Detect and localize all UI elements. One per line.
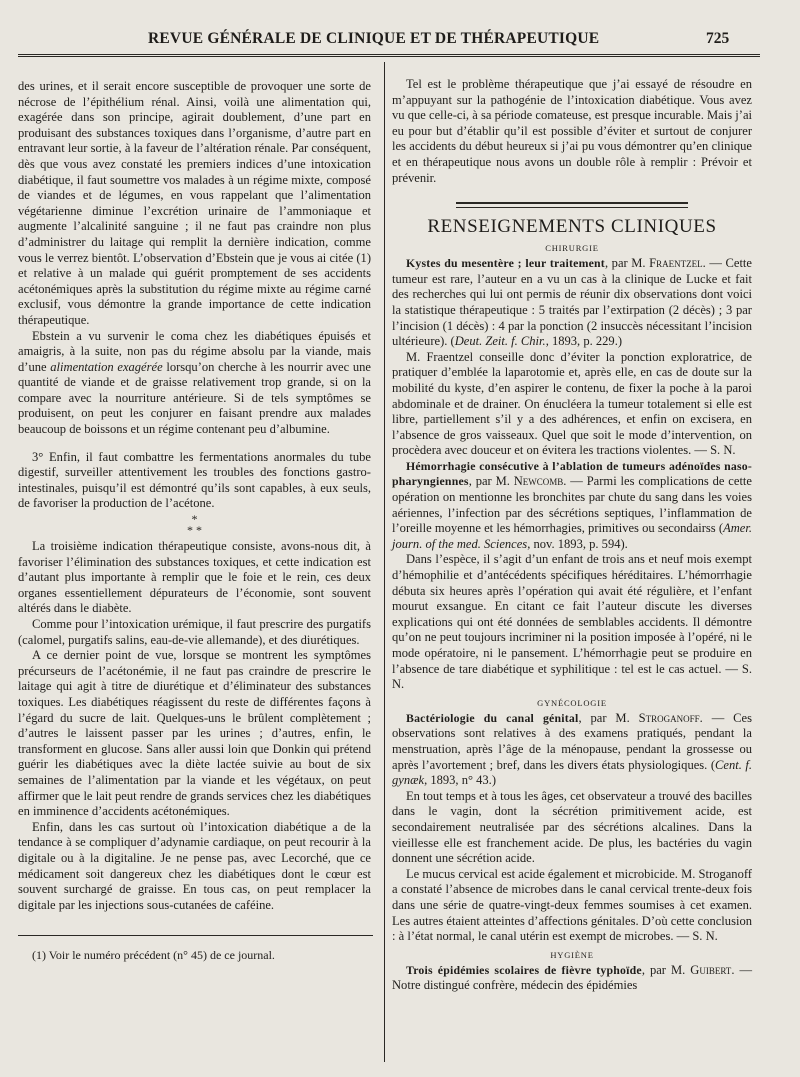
paragraph: Comme pour l’intoxication urémique, il faut prescrire des purgatifs (calomel, purgatifs salins, eau-de-vie allemande), et des diurétiques. [18,617,371,647]
asterisk-top: * [191,512,198,527]
column-divider [384,62,385,1062]
left-column [18,79,371,964]
subheading-gynecologie: GYNÉCOLOGIE [537,697,607,708]
byline-text: , par M. [641,962,691,977]
section-rule [456,202,688,208]
citation: Cent. f. gynæk [392,757,752,788]
article-paragraph [392,459,752,553]
paragraph: La troisième indication thérapeutique consiste, avons-nous dit, à favoriser l’élimination des substances toxiques, et cette indication est d’autant plus importante à remplir que le foie et le rein, ces deux organes essentiellement dépurateurs de l’économie, sont souvent altérés dans le diabète. [18,539,371,616]
paragraph: M. Fraentzel conseille donc d’éviter la ponction exploratrice, de pratiquer d’emblée la laparotomie et, après elle, en cas de doute sur la mobilité du kyste, d’en aspirer le contenu, de fixer la poche à la paroi abdominale et de drainer. On énucléera la tumeur totalement si elle est libre, partiellement s’il y a des adhérences, et enfin on excisera, en l’absence de gros vaisseaux. Quel que soit le mode d’intervention, on procèdera avec douceur et on évitera les tractions violentes. — S. N. [392,349,752,458]
article-text: . — Notre distingué confrère, médecin des épidémies [392,962,752,993]
paragraph [18,329,371,438]
citation-end: , nov. 1893, p. 594). [527,536,628,551]
article-paragraph [392,256,752,350]
byline-text: , par M. [468,474,514,489]
paragraph-text: lorsqu’on cherche à les nourrir avec une quantité de viande et de graisse relativement trop grande, si on la compare avec la nourriture antérieure. Si de tels symptômes se produisent, on peut les conjurer en faisant prendre aux malades beaucoup de boissons et un régime contenant peu d’albumine. [18,359,371,437]
paragraph: A ce dernier point de vue, lorsque se montrent les symptômes précurseurs de l’acétonémie, il ne faut pas craindre de prescrire le laitage qui agit à titre de diurétique et d’éliminateur des substances toxiques. Les diabétiques réagissent du reste de différentes façons à l’égard du sucre de lait. Quelques-uns le brûlent complètement ; d’autres le laissent passer par les urines ; d’autres, enfin, le transforment en glucose. Sans aller aussi loin que Donkin qui prétend guérir les diabétiques avec la diète lactée suivie au bout de six semaines de l’alimentation par la viande et les végétaux, on peut affirmer que le lait peut rendre de grands services chez les diabétiques en imminence d’accidents acétonémiques. [18,648,371,819]
footnote-rule [18,935,373,936]
byline-text: , par M. [578,710,639,725]
citation: Amer. journ. of the med. Sciences [392,521,752,551]
article-text: . — Cette tumeur est rare, l’auteur en a vu un cas à la clinique de Lucke et fait des recherches qui lui ont permis de réunir dix observations dont voici la statistique thérapeutique : 5 traités par l’extirpation (2 décès) ; 3 par l’incision (1 décès) : 4 par la ponction (2 insuccès nécessitant l’incision ultérieure). ( [392,256,752,349]
paragraph: Le mucus cervical est acide également et microbicide. M. Stroganoff a constaté l’absence de microbes dans le canal cervical trente-deux fois dans une série de quatre-vingt-deux femmes soumises à cet examen. Les autres étaient atteintes d’affections génitales. D’où cette conclusion : à l’état normal, le canal utérin est exempt de microbes. — S. N. [392,866,752,944]
article-author: Fraentzel [649,256,703,271]
subheading-hygiene: HYGIÈNE [550,949,594,960]
article-title: Bactériologie du canal génital [406,710,579,725]
section-title: RENSEIGNEMENTS CLINIQUES [427,216,717,238]
paragraph: En tout temps et à tous les âges, cet observateur a trouvé des bacilles dans le vagin, dont la sécrétion primitivement acide, est secondairement neutralisée par des sécrétions alcalines. Dans la vieillesse elle est franchement acide. De plus, les bactéries du vagin donnent une sécrétion acide. [392,788,752,866]
paragraph: Dans l’espèce, il s’agit d’un enfant de trois ans et neuf mois exempt d’hémophilie et d’antécédents spécifiques héréditaires. L’hémorrhagie débuta six heures après l’opération qui avait été régulière, et l’enfant mourut exsangue. En citant ce fait l’auteur discute les diverses explications qui ont été données de semblables accidents. Il démontre qu’on ne peut toujours incriminer ni la position imposée à l’opéré, ni le mode opératoire, ni le pansement. L’hémorrhagie peut se produire en l’absence de tare diabétique et syphilitique : tel est le cas actuel. — S. N. [392,552,752,692]
running-header [0,30,800,52]
article-paragraph [392,963,752,994]
subheading-chirurgie: CHIRURGIE [545,243,599,254]
byline-text: , par M. [604,256,650,271]
paragraph-text: Ebstein a vu survenir le coma chez les diabétiques épuisés et amaigris, à la suite, non pas du régime absolu par la viande, mais d’une [18,328,371,374]
paragraph: Tel est le problème thérapeutique que j’ai essayé de résoudre en m’appuyant sur la pathogénie de l’intoxication diabétique. Vous avez vu que celle-ci, à sa période comateuse, est presque incurable. Mais j’ai eu pour but d’établir qu’il est possible d’éviter et surtout de conjurer les accidents du début heureux si j’ai pu vous démontrer qu’en clinique et en thérapeutique nous avons un double rôle à remplir : Prévoir et prévenir. [392,77,752,185]
article-author: Stroganoff [638,710,700,725]
section-asterisks [18,514,371,536]
article-title: Hémorrhagie consécutive à l’ablation de tumeurs adénoïdes naso-pharyngiennes [392,458,752,489]
article-paragraph [392,711,752,789]
emphasis-text: alimentation exagérée [50,359,163,374]
article-title: Kystes du mesentère ; leur traitement [406,256,605,271]
citation-end: , 1893, n° 43.) [424,773,496,788]
article-text: . — Parmi les complications de cette opération on mentionne les bronchites par chute du sang dans les voies aériennes, l’infection par des sécrétions septiques, l’inflammation de l’oreille moyenne et les hémorrhagies, primitives ou secondairss ( [392,474,752,536]
citation-end: , 1893, p. 229.) [545,334,623,349]
right-column [392,77,752,994]
article-author: Newcomb [513,474,564,489]
paragraph: des urines, et il serait encore susceptible de provoquer une sorte de nécrose de l’épithélium rénal. Ainsi, voilà une alimentation qui, exagérée dans son principe, agirait doublement, d’une part en produisant des substances toxiques dans l’organisme, d’autre part en entravant leur sortie, à la faveur de l’altération rénale. Par conséquent, dès que vous avez constaté les premiers indices d’une intoxication diabétique, il faut soumettre vos malades à un régime mixte, composé de viandes et de légumes, en vous rappelant que l’alimentation végétarienne diminue l’excrétion urinaire de l’ammoniaque et augmente l’alcalinité sanguine ; il ne faut pas craindre non plus d’administrer du laitage qui remplit la dernière indication, comme vous le verrez bientôt. L’observation d’Ebstein que je vous ai citée (1) et relative à un malade qui guérit promptement de ses accidents acétonémiques après la substitution du régime mixte au régime carné exclusif, vous démontre la grande importance de cette indication thérapeutique. [18,79,371,327]
running-title: REVUE GÉNÉRALE DE CLINIQUE ET DE THÉRAPEUTIQUE [148,30,600,47]
footnote: (1) Voir le numéro précédent (n° 45) de ce journal. [32,948,275,963]
header-rule [18,54,760,57]
asterisk-bottom: * * [187,523,202,538]
paragraph: Enfin, dans les cas surtout où l’intoxication diabétique a de la tendance à se compliquer d’adynamie cardiaque, on peut recourir à la digitale ou à la digitaline. Je ne pense pas, avec Lecorché, que ce médicament soit dangereux chez les diabétiques dont le cœur est souvent surchargé de graisse. En tous cas, on peut remplacer la digitale par les injections sous-cutanées de caféine. [18,819,371,912]
page-number: 725 [706,30,730,47]
article-title: Trois épidémies scolaires de fièvre typhoïde [406,962,642,977]
article-text: . — Ces observations sont relatives à des examens pratiqués, pendant la menstruation, après l’âge de la ménopause, pendant la grossesse ou après l’avortement ; bref, dans les divers états physiologiques. ( [392,710,752,772]
paragraph: 3° Enfin, il faut combattre les fermentations anormales du tube digestif, surveiller attentivement les troubles des fonctions gastro-intestinales, puisqu’il est démontré qu’ils sont capables, à eux seuls, de favoriser la production de l’acétone. [18,449,371,511]
citation: Deut. Zeit. f. Chir. [454,334,546,349]
article-author: Guibert [690,962,732,977]
